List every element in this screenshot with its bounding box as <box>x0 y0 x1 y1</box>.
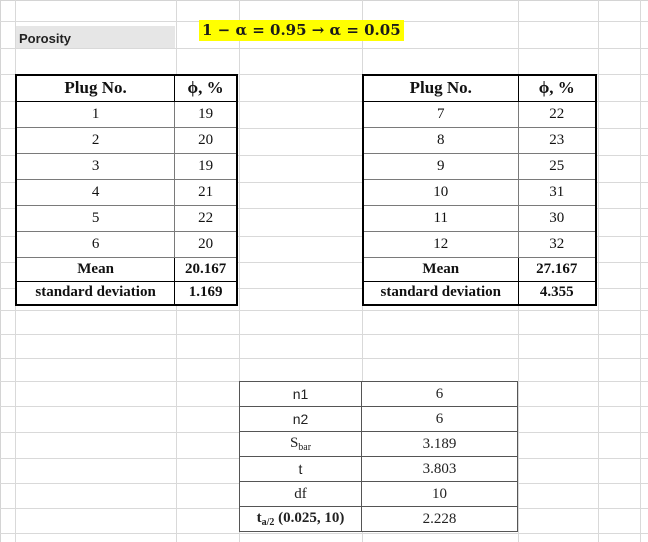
right-porosity-table <box>362 74 597 306</box>
phi-cell[interactable]: 20 <box>175 231 237 257</box>
stats-row <box>240 407 518 432</box>
stats-row <box>240 432 518 457</box>
phi-cell[interactable]: 20 <box>175 127 237 153</box>
gridline-vertical <box>640 0 641 542</box>
n1-label[interactable]: n1 <box>240 382 362 407</box>
phi-cell[interactable]: 25 <box>518 153 596 179</box>
sd-value[interactable]: 4.355 <box>518 281 596 305</box>
phi-cell[interactable]: 19 <box>175 153 237 179</box>
mean-label[interactable]: Mean <box>16 257 175 281</box>
table-row <box>363 205 596 231</box>
plug-cell[interactable]: 3 <box>16 153 175 179</box>
gridline-horizontal <box>0 48 648 49</box>
stats-row <box>240 457 518 482</box>
phi-cell[interactable]: 22 <box>175 205 237 231</box>
mean-row <box>16 257 237 281</box>
gridline-horizontal <box>0 334 648 335</box>
header-phi[interactable]: ϕ, % <box>518 75 596 101</box>
gridline-horizontal <box>0 358 648 359</box>
table-row <box>363 231 596 257</box>
table-header-row <box>363 75 596 101</box>
table-row <box>16 205 237 231</box>
table-row <box>363 179 596 205</box>
phi-cell[interactable]: 23 <box>518 127 596 153</box>
table-row <box>363 153 596 179</box>
mean-row <box>363 257 596 281</box>
t-label[interactable]: t <box>240 457 362 482</box>
header-phi[interactable]: ϕ, % <box>175 75 237 101</box>
phi-cell[interactable]: 22 <box>518 101 596 127</box>
plug-cell[interactable]: 4 <box>16 179 175 205</box>
t-critical-subscript: a/2 <box>261 517 275 528</box>
mean-value[interactable]: 27.167 <box>518 257 596 281</box>
table-header-row <box>16 75 237 101</box>
plug-cell[interactable]: 10 <box>363 179 518 205</box>
table-row <box>16 153 237 179</box>
df-label[interactable]: df <box>240 482 362 507</box>
plug-cell[interactable]: 9 <box>363 153 518 179</box>
sd-value[interactable]: 1.169 <box>175 281 237 305</box>
gridline-horizontal <box>0 533 648 534</box>
phi-cell[interactable]: 30 <box>518 205 596 231</box>
gridline-vertical <box>598 0 599 542</box>
plug-cell[interactable]: 11 <box>363 205 518 231</box>
sd-row <box>16 281 237 305</box>
plug-cell[interactable]: 1 <box>16 101 175 127</box>
t-critical-label[interactable] <box>240 507 362 532</box>
t-test-stats-table <box>239 381 518 532</box>
plug-cell[interactable]: 8 <box>363 127 518 153</box>
t-critical-args: (0.025, 10) <box>274 510 345 526</box>
table-row <box>363 101 596 127</box>
sbar-value[interactable]: 3.189 <box>362 432 518 457</box>
sd-label[interactable]: standard deviation <box>16 281 175 305</box>
table-row <box>16 231 237 257</box>
header-plug-no[interactable]: Plug No. <box>16 75 175 101</box>
mean-label[interactable]: Mean <box>363 257 518 281</box>
t-critical-value[interactable]: 2.228 <box>362 507 518 532</box>
phi-cell[interactable]: 32 <box>518 231 596 257</box>
gridline-horizontal <box>0 310 648 311</box>
plug-cell[interactable]: 7 <box>363 101 518 127</box>
plug-cell[interactable]: 5 <box>16 205 175 231</box>
phi-cell[interactable]: 21 <box>175 179 237 205</box>
sbar-label[interactable] <box>240 432 362 457</box>
n2-label[interactable]: n2 <box>240 407 362 432</box>
mean-value[interactable]: 20.167 <box>175 257 237 281</box>
table-row <box>363 127 596 153</box>
t-critical-symbol: t <box>256 510 262 526</box>
sbar-symbol: S <box>289 435 299 451</box>
plug-cell[interactable]: 2 <box>16 127 175 153</box>
sd-row <box>363 281 596 305</box>
df-value[interactable]: 10 <box>362 482 518 507</box>
table-row <box>16 127 237 153</box>
phi-cell[interactable]: 19 <box>175 101 237 127</box>
phi-cell[interactable]: 31 <box>518 179 596 205</box>
left-porosity-table <box>15 74 238 306</box>
sd-label[interactable]: standard deviation <box>363 281 518 305</box>
n2-value[interactable]: 6 <box>362 407 518 432</box>
porosity-label-cell[interactable]: Porosity <box>16 26 175 48</box>
header-plug-no[interactable]: Plug No. <box>363 75 518 101</box>
n1-value[interactable]: 6 <box>362 382 518 407</box>
table-row <box>16 101 237 127</box>
t-value[interactable]: 3.803 <box>362 457 518 482</box>
table-row <box>16 179 237 205</box>
stats-row <box>240 507 518 532</box>
plug-cell[interactable]: 6 <box>16 231 175 257</box>
sbar-subscript: bar <box>298 442 312 453</box>
alpha-formula-cell[interactable]: 1 − α = 0.95 → α = 0.05 <box>199 20 404 41</box>
stats-row <box>240 482 518 507</box>
plug-cell[interactable]: 12 <box>363 231 518 257</box>
stats-row <box>240 382 518 407</box>
